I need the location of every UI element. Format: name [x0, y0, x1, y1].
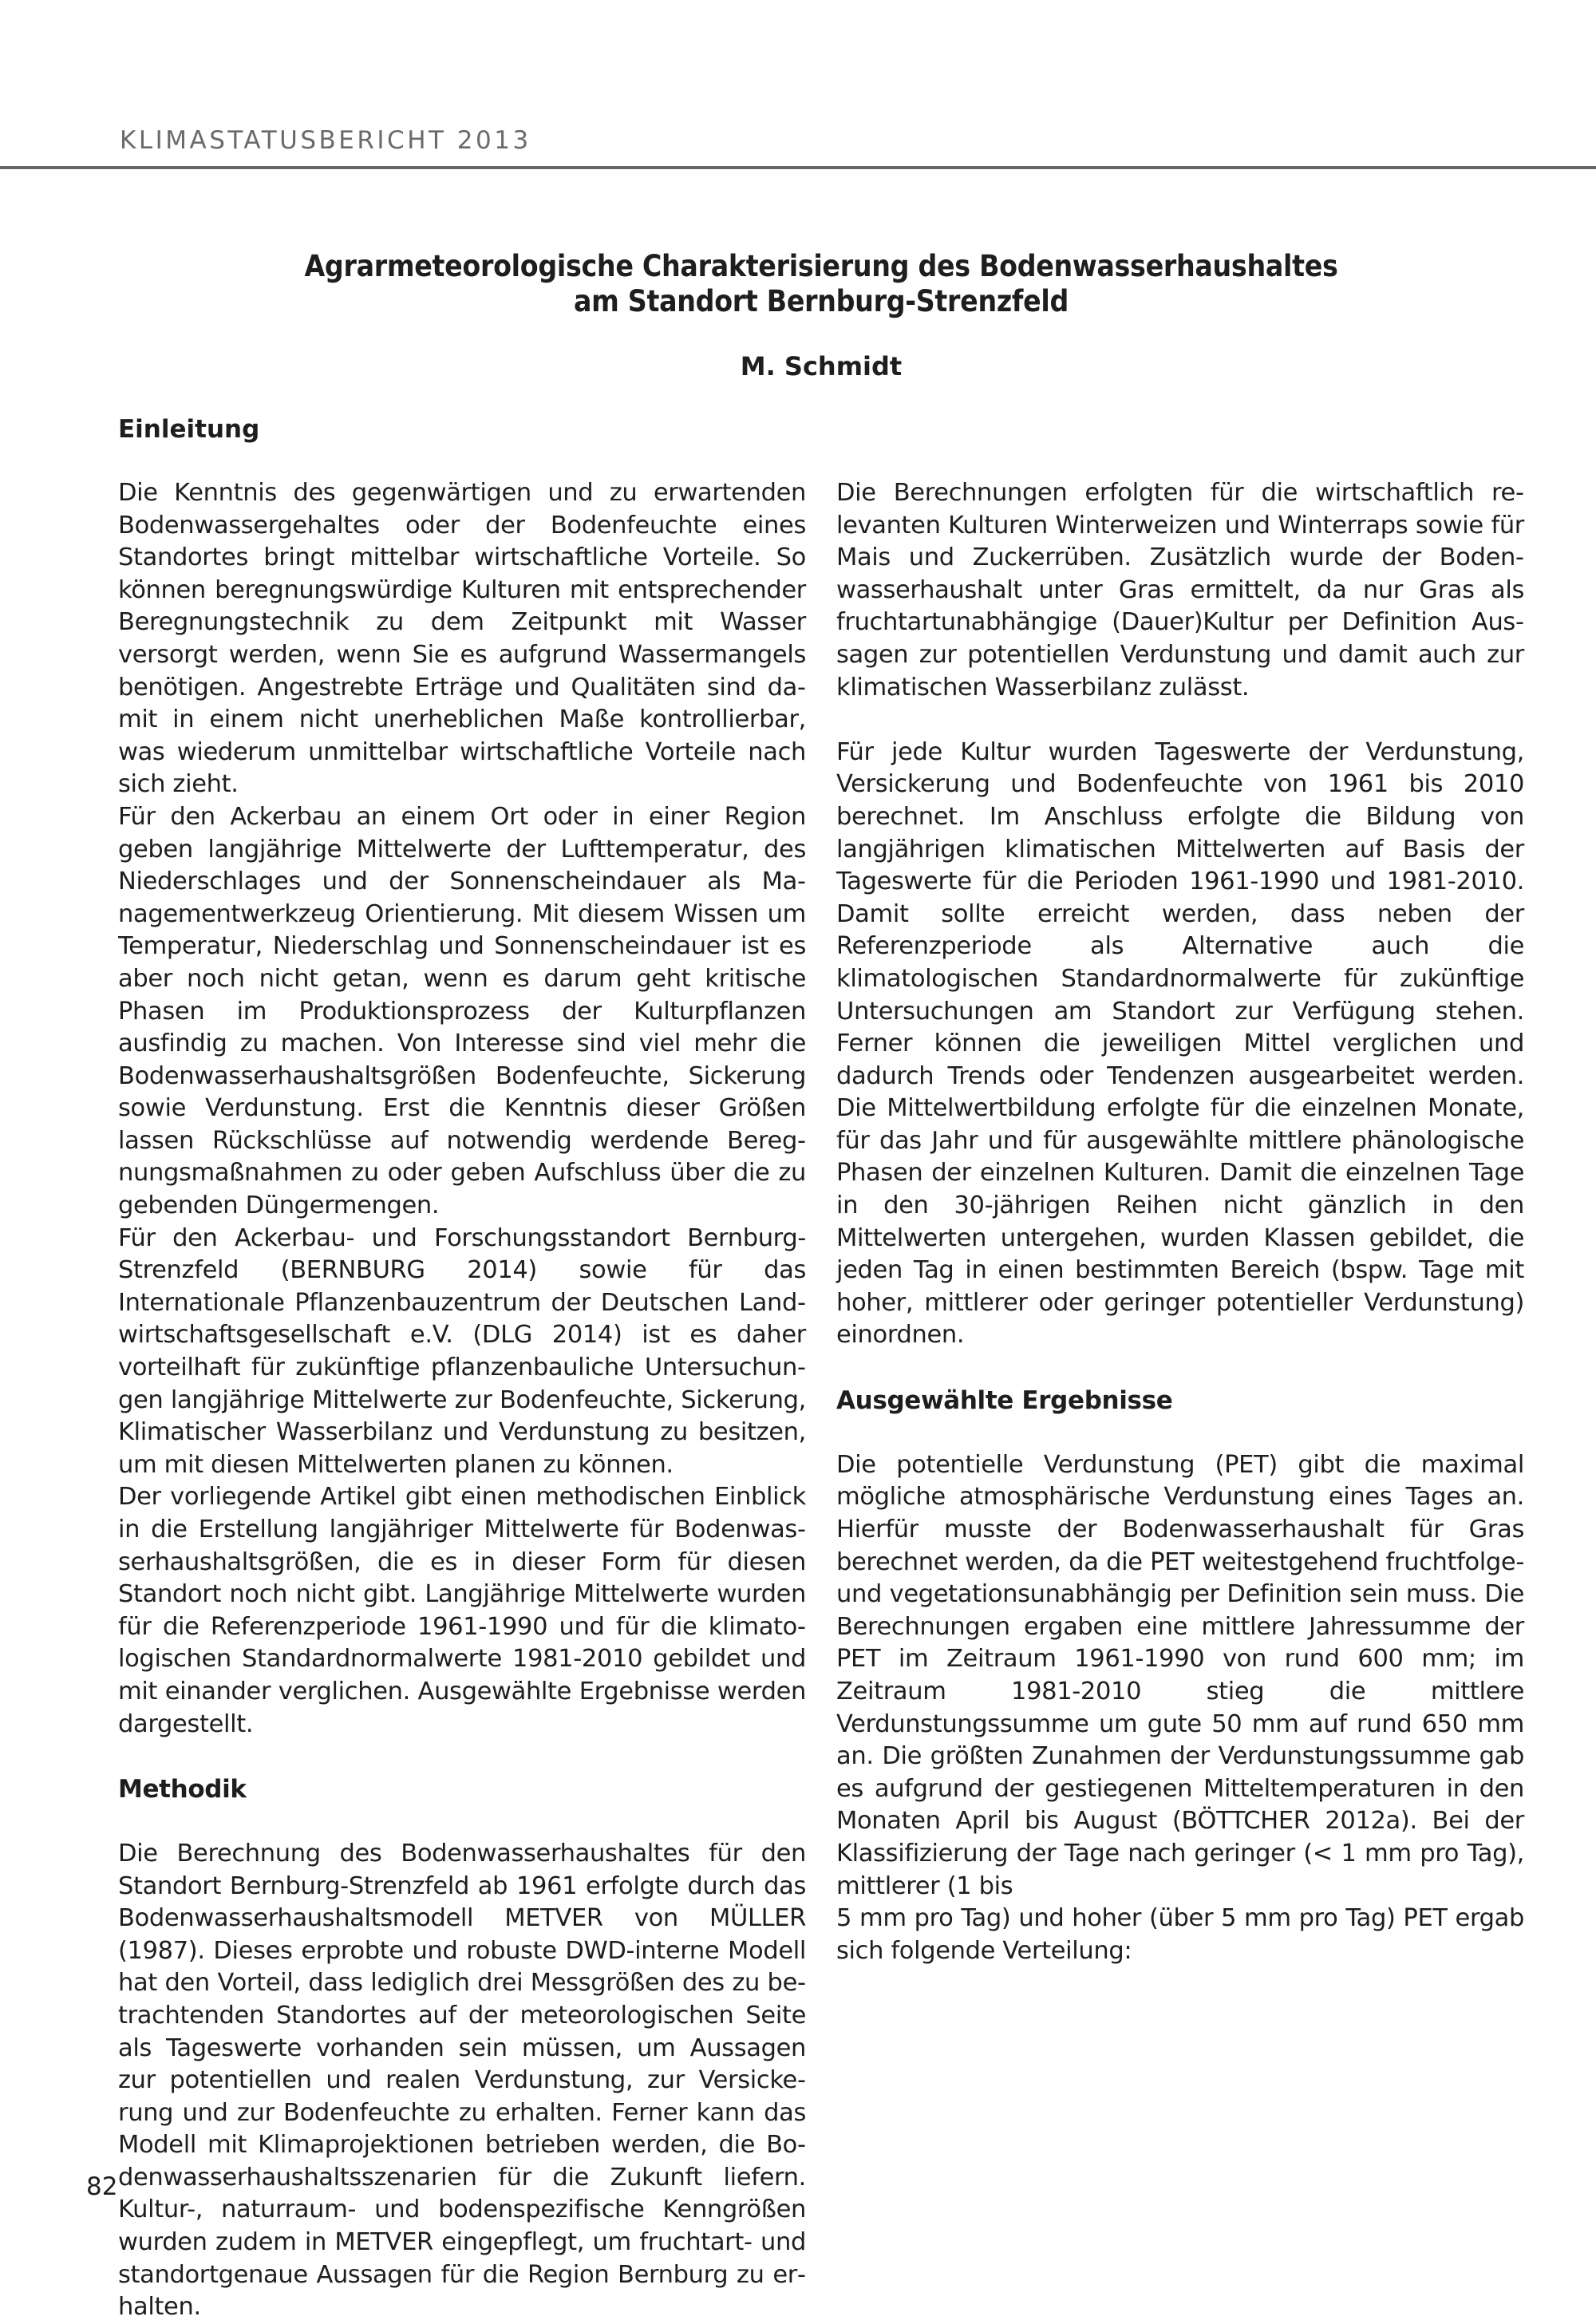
- paragraph: Für jede Kultur wurden Tageswerte der Verdunstung, Versickerung und Bodenfeuchte von 1961 bis 2010 berechnet. Im Anschluss erfolgte die Bildung von langjährigen klimatischen Mittelwerten auf Basis der Tageswerte für die Perioden 1961-1990 und 1981-2010. Damit sollte erreicht werden, dass neben der Referenzperiode als Alternative auch die klimatologischen Standardnormalwerte für zukünftige Untersuchungen am Standort zur Verfügung stehen. Ferner können die jeweiligen Mittel verglichen und dadurch Trends oder Tendenzen ausgearbeitet werden. Die Mittelwertbildung erfolgte für die einzelnen Monate, für das Jahr und für ausgewählte mittlere phänologische Phasen der einzelnen Kulturen. Damit die einzelnen Tage in den 30-jährigen Reihen nicht gänzlich in den Mittelwerten untergehen, wurden Klassen gebildet, die jeden Tag in einen bestimmten Bereich (bspw. Tage mit hoher, mittlerer oder geringer potentieller Verdunstung) einordnen.: [836, 737, 1524, 1350]
- author: [118, 351, 1524, 381]
- page-number: 82: [86, 2172, 118, 2201]
- article-title: [118, 249, 1524, 319]
- paragraph: Die potentielle Verdunstung (PET) gibt die maximal mögliche atmosphärische Verdunstung eines Tages an. Hierfür musste der Bodenwasserhaushalt für Gras berechnet werden, da die PET weitestgehend fruchtfolge- und vegetationsunabhängig per Definition sein muss. Die Berechnungen ergaben eine mittlere Jahressumme der PET im Zeitraum 1961-1990 von rund 600 mm; im Zeitraum 1981-2010 stieg die mittlere Verdunstungssumme um gute 50 mm auf rund 650 mm an. Die größten Zunahmen der Verdunstungssumme gab es aufgrund der gestiegenen Mitteltemperaturen in den Monaten April bis August (BÖTTCHER 2012a). Bei der Klassifizierung der Tage nach geringer (< 1 mm pro Tag), mittlerer (1 bis: [836, 1450, 1524, 1900]
- paragraph: Der vorliegende Artikel gibt einen methodischen Einblick in die Erstellung langjähriger Mittelwerte für Bodenwasserhaushaltsgrößen, die es in dieser Form für diesen Standort noch nicht gibt. Langjährige Mittelwerte wurden für die Referenzperiode 1961-1990 und für die klimatologischen Standardnormalwerte 1981-2010 gebildet und mit einander verglichen. Ausgewählte Ergebnisse werden dargestellt.: [118, 1483, 806, 1738]
- right-column: [836, 477, 1524, 1967]
- paragraph: Die Berechnung des Bodenwasserhaushaltes für den Standort Bernburg-Strenzfeld ab 1961 erfolgte durch das Bodenwasserhaushaltsmodell METVER von MÜLLER (1987). Dieses erprobte und robuste DWD-interne Modell hat den Vorteil, dass lediglich drei Messgrößen des zu betrachtenden Standortes auf der meteorologischen Seite als Tageswerte vorhanden sein müssen, um Aussagen zur potentiellen und realen Verdunstung, zur Versickerung und zur Bodenfeuchte zu erhalten. Ferner kann das Modell mit Klimaprojektionen betrieben werden, die Bodenwasserhaushaltsszenarien für die Zukunft liefern. Kultur-, naturraum- und bodenspezifische Kenngrößen wurden zudem in METVER eingepflegt, um fruchtart- und standortgenaue Aussagen für die Region Bernburg zu erhalten.: [118, 1839, 806, 2322]
- paragraph: Für den Ackerbau- und Forschungsstandort Bernburg-Strenzfeld (BERNBURG 2014) sowie für das Internationale Pflanzenbauzentrum der Deutschen Landwirtschaftsgesellschaft e.V. (DLG 2014) ist es daher vorteilhaft für zukünftige pflanzenbauliche Untersuchungen langjährige Mittelwerte zur Bodenfeuchte, Sickerung, Klimatischer Wasserbilanz und Verdunstung zu besitzen, um mit diesen Mittelwerten planen zu können.: [118, 1223, 806, 1479]
- paragraph: 5 mm pro Tag) und hoher (über 5 mm pro Tag) PET ergab sich folgende Verteilung:: [836, 1904, 1524, 1965]
- author-name: M. Schmidt: [740, 351, 903, 381]
- paragraph: Die Berechnungen erfolgten für die wirtschaftlich relevanten Kulturen Winterweizen und Winterraps sowie für Mais und Zuckerrüben. Zusätzlich wurde der Bodenwasserhaushalt unter Gras ermittelt, da nur Gras als fruchtartunabhängige (Dauer)Kultur per Definition Aussagen zur potentiellen Verdunstung und damit auch zur klimatischen Wasserbilanz zulässt.: [836, 479, 1524, 702]
- article-title-line-1: Agrarmeteorologische Charakterisierung des Bodenwasserhaushaltes: [304, 249, 1338, 283]
- left-column: [118, 477, 806, 2324]
- paragraph: Die Kenntnis des gegenwärtigen und zu erwartenden Bodenwassergehaltes oder der Bodenfeuchte eines Standortes bringt mittelbar wirtschaftliche Vorteile. So können beregnungswürdige Kulturen mit entsprechender Beregnungstechnik zu dem Zeitpunkt mit Wasser versorgt werden, wenn Sie es aufgrund Wassermangels benötigen. Angestrebte Erträge und Qualitäten sind damit in einem nicht unerheblichen Maße kontrollierbar, was wiederum unmittelbar wirtschaftliche Vorteile nach sich zieht.: [118, 479, 806, 799]
- header-rule: [0, 166, 1596, 169]
- paragraph: Für den Ackerbau an einem Ort oder in einer Region geben langjährige Mittelwerte der Lufttemperatur, des Niederschlages und der Sonnenscheindauer als Managementwerkzeug Orientierung. Mit diesem Wissen um Temperatur, Niederschlag und Sonnenscheindauer ist es aber noch nicht getan, wenn es darum geht kritische Phasen im Produktionsprozess der Kulturpflanzen ausfindig zu machen. Von Interesse sind viel mehr die Bodenwasserhaushaltsgrößen Bodenfeuchte, Sickerung sowie Verdunstung. Erst die Kenntnis dieser Größen lassen Rückschlüsse auf notwendig werdende Beregnungsmaßnahmen zu oder geben Aufschluss über die zu gebenden Düngermengen.: [118, 802, 806, 1220]
- section-heading-ergebnisse: Ausgewählte Ergebnisse: [836, 1385, 1173, 1415]
- article-title-line-2: am Standort Bernburg-Strenzfeld: [573, 284, 1069, 318]
- section-heading-methodik: Methodik: [118, 1774, 247, 1804]
- section-heading-einleitung: Einleitung: [118, 415, 260, 444]
- running-head: KLIMASTATUSBERICHT 2013: [120, 126, 531, 155]
